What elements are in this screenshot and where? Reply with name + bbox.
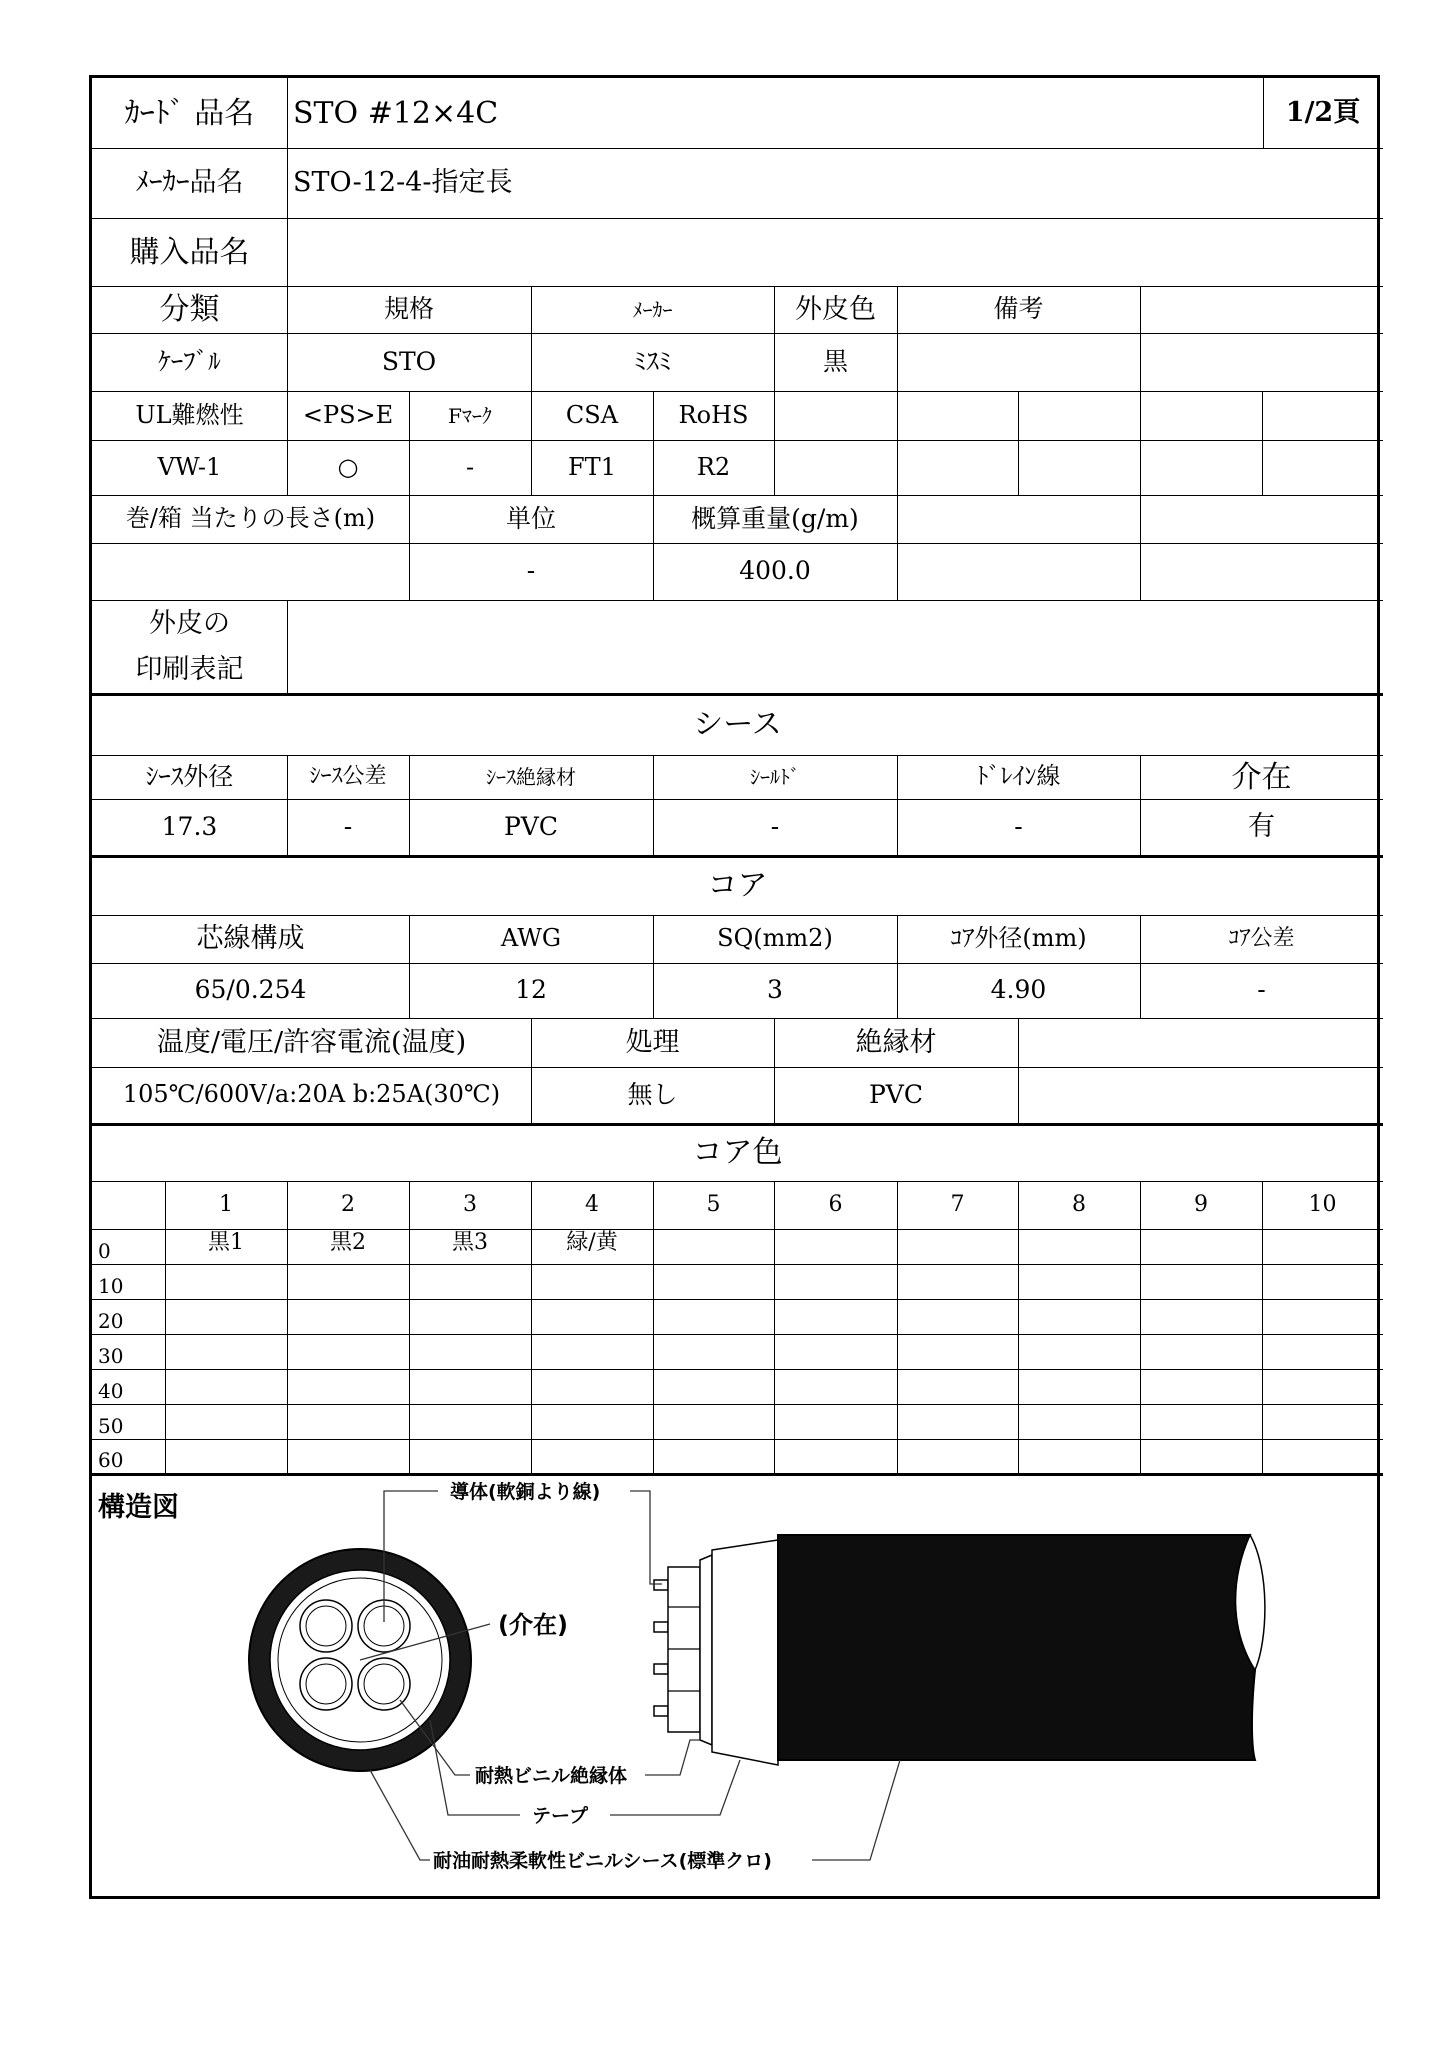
rating-value-2: PVC — [868, 1079, 923, 1109]
core-value-0: 65/0.254 — [194, 975, 307, 1005]
core-color-col-3: 3 — [463, 1191, 477, 1217]
core-color-col-4: 4 — [585, 1191, 599, 1217]
core-color-row-label: 50 — [98, 1414, 124, 1438]
core-color-col-9: 9 — [1194, 1191, 1208, 1217]
sheath-header-5: 介在 — [1231, 759, 1292, 795]
standards-header-4: RoHS — [678, 400, 749, 429]
classification-header-2: ﾒｰｶｰ — [632, 297, 673, 322]
core-color-col-7: 7 — [950, 1191, 965, 1217]
maker-name-label: ﾒｰｶｰ品名 — [135, 167, 244, 199]
rating-header-0: 温度/電圧/許容電流(温度) — [156, 1026, 467, 1058]
rating-header-2: 絶縁材 — [855, 1026, 937, 1058]
label-sheath: 耐油耐熱柔軟性ビニルシース(標準クロ) — [433, 1850, 772, 1872]
label-conductor: 導体(軟銅より線) — [450, 1481, 601, 1503]
sheath-header-2: ｼｰｽ絶縁材 — [486, 765, 576, 789]
sheath-header-1: ｼｰｽ公差 — [309, 763, 387, 789]
sheath-value-5: 有 — [1248, 811, 1275, 843]
maker-name-value: STO-12-4-指定長 — [293, 167, 513, 199]
sheath-header-0: ｼｰｽ外径 — [145, 761, 234, 791]
classification-header-4: 備考 — [993, 294, 1044, 324]
core-value-1: 12 — [515, 975, 547, 1005]
classification-header-3: 外皮色 — [795, 293, 876, 325]
classification-value-2: ﾐｽﾐ — [633, 346, 672, 376]
core-color-row-label: 10 — [98, 1274, 124, 1298]
standards-value-4: R2 — [696, 452, 731, 481]
length-value-2: 400.0 — [739, 556, 811, 586]
core-color-col-8: 8 — [1072, 1191, 1086, 1217]
core-color-row-label: 20 — [98, 1309, 124, 1333]
core-color-cell: 緑/黄 — [566, 1230, 618, 1255]
sheath-header-4: ﾄﾞﾚｲﾝ線 — [976, 762, 1061, 791]
print-label-line1: 外皮の — [149, 607, 230, 639]
core-title: コア — [707, 867, 768, 903]
classification-header-1: 規格 — [383, 294, 434, 324]
sheath-value-4: - — [1014, 811, 1023, 841]
card-name-value: STO #12×4C — [293, 95, 499, 131]
standards-header-2: Fﾏｰｸ — [448, 403, 492, 428]
standards-value-3: FT1 — [568, 452, 616, 481]
classification-value-1: STO — [381, 346, 437, 376]
sheath-value-3: - — [770, 811, 780, 841]
standards-header-3: CSA — [565, 400, 619, 429]
length-header-0: 巻/箱 当たりの長さ(m) — [125, 504, 376, 533]
sheath-value-1: - — [343, 811, 353, 841]
classification-value-0: ｹｰﾌﾞﾙ — [158, 346, 221, 376]
core-header-4: ｺｱ公差 — [1228, 925, 1295, 951]
core-color-row-label: 30 — [98, 1344, 124, 1368]
core-color-col-10: 10 — [1308, 1191, 1337, 1217]
card-name-label: ｶｰﾄﾞ 品名 — [124, 95, 255, 131]
length-header-2: 概算重量(g/m) — [691, 503, 859, 533]
standards-value-1: ○ — [337, 452, 359, 481]
classification-value-3: 黒 — [822, 346, 848, 376]
core-color-cell: 黒3 — [452, 1230, 488, 1255]
rating-value-0: 105℃/600V/a:20A b:25A(30℃) — [122, 1080, 501, 1109]
core-header-0: 芯線構成 — [196, 923, 305, 955]
core-header-3: ｺｱ外径(mm) — [950, 924, 1087, 953]
core-value-3: 4.90 — [990, 975, 1047, 1005]
core-value-2: 3 — [767, 975, 783, 1005]
length-value-1: - — [526, 556, 536, 586]
label-filler: (介在) — [498, 1611, 568, 1639]
core-color-col-2: 2 — [341, 1191, 355, 1217]
purchase-name-label: 購入品名 — [129, 234, 250, 270]
structure-title: 構造図 — [98, 1492, 179, 1524]
label-tape: テープ — [532, 1805, 589, 1827]
core-color-col-6: 6 — [828, 1191, 843, 1217]
sheath-title: シース — [693, 706, 782, 742]
cable-side-view — [654, 1535, 1265, 1765]
sheath-value-2: PVC — [503, 811, 558, 841]
standards-header-1: <PS>E — [302, 400, 394, 429]
standards-value-0: VW-1 — [157, 452, 222, 481]
length-header-1: 単位 — [505, 503, 556, 533]
core-color-col-5: 5 — [706, 1191, 721, 1217]
core-color-row-label: 60 — [98, 1448, 124, 1472]
core-header-2: SQ(mm2) — [717, 924, 833, 953]
label-insulation: 耐熱ビニル絶縁体 — [475, 1765, 628, 1787]
sheath-header-3: ｼｰﾙﾄﾞ — [750, 765, 800, 789]
core-color-cell: 黒2 — [330, 1230, 366, 1255]
core-color-row-label: 0 — [98, 1239, 111, 1263]
core-value-4: - — [1257, 975, 1266, 1005]
sheath-value-0: 17.3 — [161, 811, 218, 841]
print-label-line2: 印刷表記 — [135, 654, 244, 686]
page-number: 1/2頁 — [1285, 97, 1361, 129]
classification-header-0: 分類 — [159, 292, 220, 327]
core-color-row-label: 40 — [98, 1379, 124, 1403]
standards-value-2: - — [465, 452, 475, 481]
standards-header-0: UL難燃性 — [135, 400, 244, 429]
core-color-title: コア色 — [692, 1134, 783, 1170]
rating-value-1: 無し — [627, 1079, 678, 1109]
core-header-1: AWG — [500, 924, 562, 953]
core-color-col-1: 1 — [219, 1191, 233, 1217]
rating-header-1: 処理 — [625, 1026, 680, 1058]
core-color-cell: 黒1 — [208, 1230, 244, 1255]
